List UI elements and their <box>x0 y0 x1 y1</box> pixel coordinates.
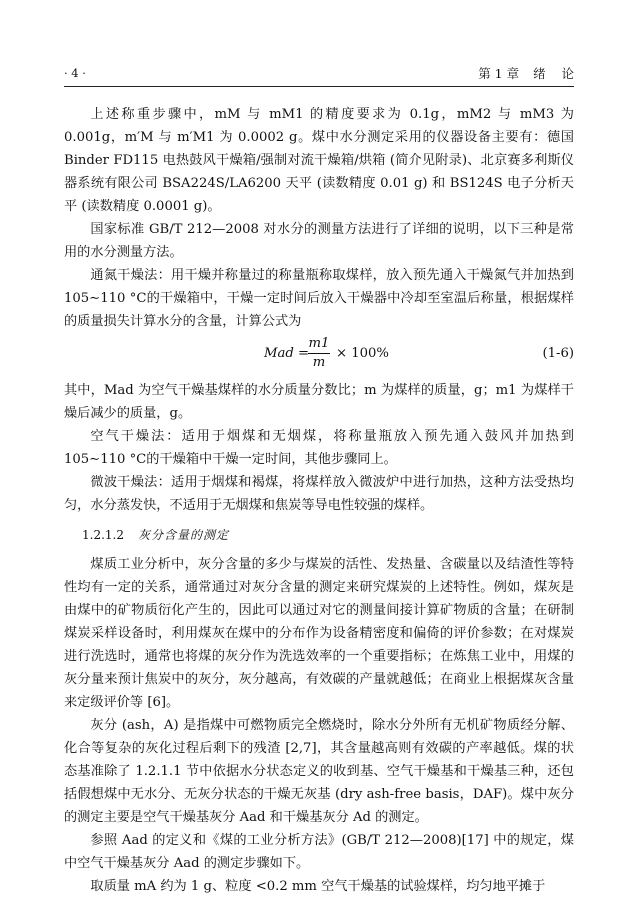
paragraph: 空气干燥法：适用于烟煤和无烟煤，将称量瓶放入预先通入鼓风并加热到 105∼110 °C的干燥箱中干燥一定时间，其他步骤同上。 <box>64 429 574 467</box>
equation-numerator: m1 <box>308 335 330 354</box>
equation-fraction <box>308 335 330 372</box>
section-title: 灰分含量的测定 <box>137 528 229 542</box>
equation-number: (1-6) <box>542 346 574 361</box>
page-number: · 4 · <box>64 66 86 80</box>
page-body <box>64 103 574 898</box>
section-number: 1.2.1.2 <box>82 528 124 542</box>
equation-1-6 <box>64 333 574 379</box>
equation-rhs: × 100% <box>336 346 389 361</box>
paragraph: 煤质工业分析中，灰分含量的多少与煤炭的活性、发热量、含碳量以及结渣性等特性均有一定的关系，通常通过对灰分含量的测定来研究煤炭的上述特性。例如，煤灰是由煤中的矿物质衍化产生的，因此可以通过对它的测量间接计算矿物质的含量；在研制煤炭采样设备时，利用煤灰在煤中的分布作为设备精密度和偏倚的评价参数；在对煤炭进行洗选时，通常也将煤的灰分作为洗选效率的一个重要指标；在炼焦工业中，用煤的灰分量来预计焦炭中的灰分，灰分越高，有效碳的产量就越低；在商业上根据煤灰含量来定级评价等 [6]。 <box>64 557 574 710</box>
paragraph: 上述称重步骤中，mM 与 mM1 的精度要求为 0.1g，mM2 与 mM3 为 0.001g，m′M 与 m′M1 为 0.0002 g。煤中水分测定采用的仪器设备主要有：德国 Binder FD115 电热鼓风干燥箱/强制对流干燥箱/烘箱 (简介见附录)、北京赛多利斯仪器系统有限公司 BSA224S/LA6200 天平 (读数精度 0.01 g) 和 BS124S 电子分析天平 (读数精度 0.0001 g)。 <box>64 107 574 214</box>
paragraph: 灰分 (ash，A) 是指煤中可燃物质完全燃烧时，除水分外所有无机矿物质经分解、化合等复杂的灰化过程后剩下的残渣 [2,7]，其含量越高则有效碳的产率越低。煤的状态基准除了 1.2.1.1 节中依据水分状态定义的收到基、空气干燥基和干燥基三种，还包括假想煤中无水分、无灰分状态的干燥无灰基 (dry ash-free basis，DAF)。煤中灰分的测定主要是空气干燥基灰分 Aad 和干燥基灰分 Ad 的测定。 <box>64 718 574 825</box>
paragraph: 其中，Mad 为空气干燥基煤样的水分质量分数比；m 为煤样的质量，g；m1 为煤样干燥后减少的质量，g。 <box>64 383 574 421</box>
equation-lhs: Mad = <box>264 346 310 361</box>
chapter-heading <box>472 64 574 82</box>
chapter-title: 绪 论 <box>533 66 574 81</box>
running-header <box>64 64 574 87</box>
chapter-number: 第 1 章 <box>478 66 520 81</box>
section-heading <box>64 523 574 547</box>
paragraph: 通氮干燥法：用干燥并称量过的称量瓶称取煤样，放入预先通入干燥氮气并加热到 105∼110 °C的干燥箱中，干燥一定时间后放入干燥器中冷却至室温后称量，根据煤样的质量损失计算水分的含量，计算公式为 <box>64 268 574 329</box>
paragraph: 参照 Aad 的定义和《煤的工业分析方法》(GB/T 212—2008)[17] 中的规定，煤中空气干燥基灰分 Aad 的测定步骤如下。 <box>64 833 574 871</box>
paragraph: 微波干燥法：适用于烟煤和褐煤，将煤样放入微波炉中进行加热，这种方法受热均匀，水分蒸发快，不适用于无烟煤和焦炭等导电性较强的煤样。 <box>64 475 574 513</box>
paragraph: 国家标准 GB/T 212—2008 对水分的测量方法进行了详细的说明，以下三种是常用的水分测量方法。 <box>64 222 574 260</box>
equation-denominator: m <box>312 355 326 370</box>
paragraph: 取质量 mA 约为 1 g、粒度 <0.2 mm 空气干燥基的试验煤样，均匀地平摊于 <box>90 879 546 894</box>
